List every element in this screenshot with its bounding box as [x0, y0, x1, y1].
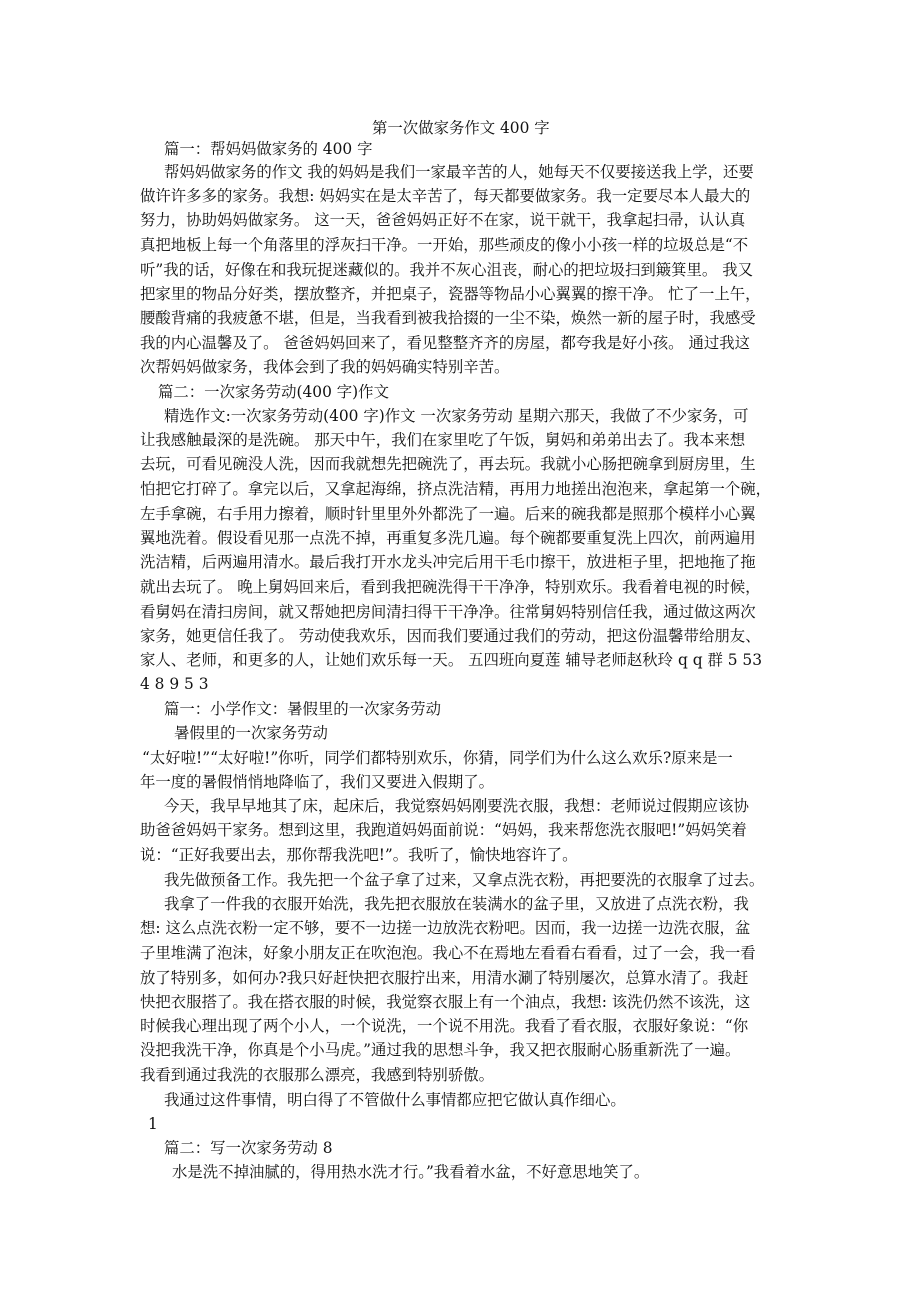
paragraph-line: 年一度的暑假悄悄地降临了，我们又要进入假期了。 — [140, 773, 494, 791]
paragraph-line: 努力，协助妈妈做家务。 这一天，爸爸妈妈正好不在家，说干就干，我拿起扫帚，认认真 — [140, 211, 746, 229]
essay-subtitle: 暑假里的一次家务劳动 — [174, 724, 328, 742]
paragraph-line: 水是洗不掉油腻的，得用热水洗才行。”我看着水盆，不好意思地笑了。 — [172, 1163, 650, 1181]
paragraph-line: 我先做预备工作。我先把一个盆子拿了过来，又拿点洗衣粉，再把要洗的衣服拿了过去。 — [164, 871, 765, 889]
paragraph-line: 助爸爸妈妈干家务。想到这里，我跑道妈妈面前说：“妈妈，我来帮您洗衣服吧!”妈妈笑着 — [140, 821, 747, 839]
paragraph-line: 腰酸背痛的我疲惫不堪，但是，当我看到被我拾掇的一尘不染，焕然一新的屋子时，我感受 — [140, 309, 756, 327]
paragraph-line: 放了特别多，如何办?我只好赶快把衣服拧出来，用清水涮了特别屡次，总算水清了。我赶 — [140, 969, 749, 987]
paragraph-line: 次帮妈妈做家务，我体会到了我的妈妈确实特别辛苦。 — [140, 358, 510, 376]
page-number: 1 — [148, 1115, 158, 1133]
paragraph-line: 帮妈妈做家务的作文 我的妈妈是我们一家最辛苦的人，她每天不仅要接送我上学，还要 — [164, 163, 754, 181]
paragraph-line: 就出去玩了。 晚上舅妈回来后，看到我把碗洗得干干净净，特别欢乐。我看着电视的时候， — [140, 578, 761, 596]
paragraph-line: 4 8 9 5 3 — [140, 675, 209, 693]
section-heading: 篇一：小学作文：暑假里的一次家务劳动 — [164, 700, 442, 718]
paragraph-line: 让我感触最深的是洗碗。 那天中午，我们在家里吃了午饭，舅妈和弟弟出去了。我本来想 — [140, 431, 746, 449]
paragraph-line: 听”我的话，好像在和我玩捉迷藏似的。我并不灰心沮丧，耐心的把垃圾扫到簸箕里。 我又 — [140, 261, 753, 279]
section-heading: 篇二：写一次家务劳动 8 — [164, 1139, 333, 1157]
paragraph-line: 没把我洗干净，你真是个小马虎。”通过我的思想斗争，我又把衣服耐心肠重新洗了一遍。 — [140, 1041, 741, 1059]
paragraph-line: 想: 这么点洗衣粉一定不够，要不一边搓一边放洗衣粉吧。因而，我一边搓一边洗衣服，盆 — [140, 919, 751, 937]
paragraph-line: 家务，她更信任我了。 劳动使我欢乐，因而我们要通过我们的劳动，把这份温馨带给朋友、 — [140, 627, 761, 645]
section-heading: 篇一：帮妈妈做家务的 400 字 — [164, 140, 373, 158]
paragraph-line: 快把衣服搭了。我在搭衣服的时候，我觉察衣服上有一个油点，我想: 该洗仍然不该洗，这 — [140, 993, 751, 1011]
paragraph-line: 说：“正好我要出去，那你帮我洗吧!”。我听了，愉快地容许了。 — [140, 846, 578, 864]
paragraph-line: 家人、老师，和更多的人，让她们欢乐每一天。 五四班向夏莲 辅导老师赵秋玲 q q 群 5 53 — [140, 651, 762, 669]
paragraph-line: 我的内心温馨及了。 爸爸妈妈回来了，看见整整齐齐的房屋，都夸我是好小孩。 通过我这 — [140, 334, 751, 352]
paragraph-line: 看舅妈在清扫房间，就又帮她把房间清扫得干干净净。往常舅妈特别信任我，通过做这两次 — [140, 603, 756, 621]
section-heading: 篇二：一次家务劳动(400 字)作文 — [158, 383, 389, 401]
paragraph-line: 精选作文:一次家务劳动(400 字)作文 一次家务劳动 星期六那天，我做了不少家务，可 — [164, 407, 749, 425]
paragraph-line: “太好啦!”“太好啦!”你听，同学们都特别欢乐，你猜，同学们为什么这么欢乐?原来是一 — [142, 749, 733, 767]
paragraph-line: 真把地板上每一个角落里的浮灰扫干净。一开始，那些顽皮的像小小孩一样的垃圾总是“不 — [140, 236, 749, 254]
paragraph-line: 去玩，可看见碗没人洗，因而我就想先把碗洗了，再去玩。我就小心肠把碗拿到厨房里，生 — [140, 455, 756, 473]
paragraph-line: 洗洁精，后两遍用清水。最后我打开水龙头冲完后用干毛巾擦干，放进柜子里，把地拖了拖 — [140, 553, 756, 571]
paragraph-line: 把家里的物品分好类，摆放整齐，并把桌子，瓷器等物品小心翼翼的擦干净。 忙了一上午， — [140, 285, 761, 303]
document-title: 第一次做家务作文 400 字 — [372, 119, 550, 137]
paragraph-line: 翼地洗着。假设看见那一点洗不掉，再重复多洗几遍。每个碗都要重复洗上四次，前两遍用 — [140, 529, 756, 547]
paragraph-line: 我拿了一件我的衣服开始洗，我先把衣服放在装满水的盆子里，又放进了点洗衣粉，我 — [164, 895, 749, 913]
paragraph-line: 左手拿碗，右手用力擦着，顺时针里里外外都洗了一遍。后来的碗我都是照那个模样小心翼 — [140, 505, 756, 523]
paragraph-line: 今天，我早早地其了床，起床后，我觉察妈妈刚要洗衣服，我想：老师说过假期应该协 — [164, 797, 749, 815]
paragraph-line: 怕把它打碎了。拿完以后，又拿起海绵，挤点洗洁精，再用力地搓出泡泡来，拿起第一个碗， — [140, 480, 772, 498]
paragraph-line: 我看到通过我洗的衣服那么漂亮，我感到特别骄傲。 — [140, 1066, 494, 1084]
paragraph-line: 我通过这件事情，明白得了不管做什么事情都应把它做认真作细心。 — [164, 1091, 626, 1109]
paragraph-line: 子里堆满了泡沫，好象小朋友正在吹泡泡。我心不在焉地左看看右看看，过了一会，我一看 — [140, 944, 756, 962]
paragraph-line: 做许许多多的家务。我想: 妈妈实在是太辛苦了，每天都要做家务。我一定要尽本人最大的 — [140, 187, 751, 205]
paragraph-line: 时候我心理出现了两个小人，一个说洗，一个说不用洗。我看了看衣服，衣服好象说：“你 — [140, 1017, 749, 1035]
